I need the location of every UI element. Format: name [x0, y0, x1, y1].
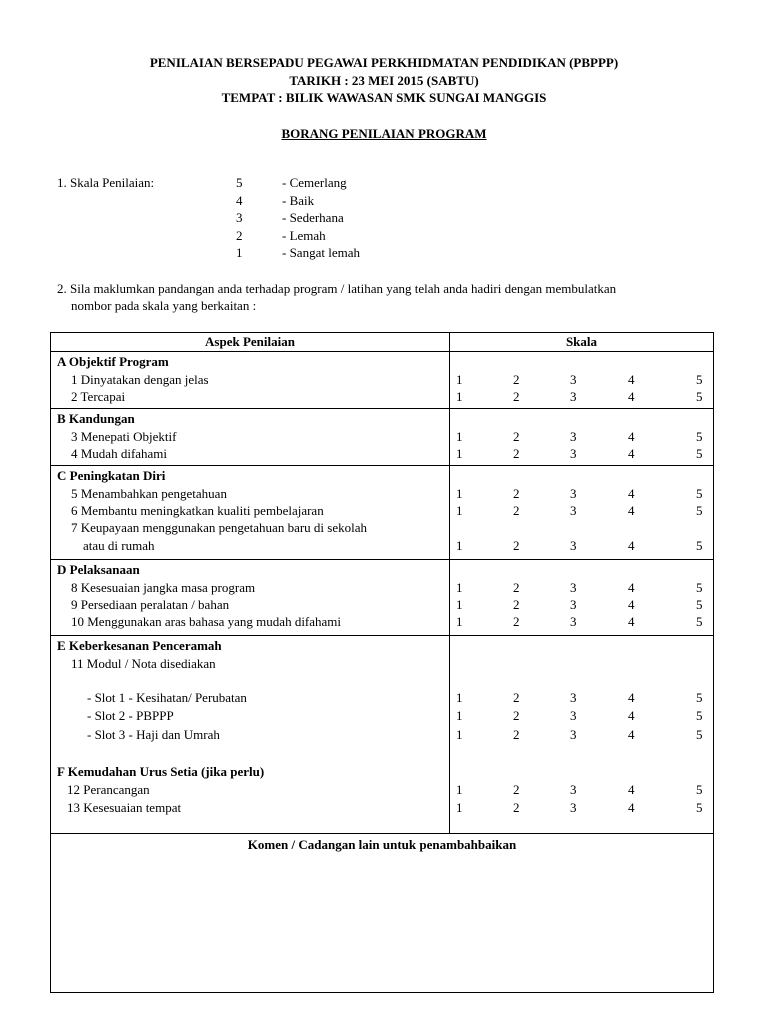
rating-scale-row[interactable] [456, 485, 706, 502]
rating-option-3[interactable]: 3 [570, 690, 577, 705]
rating-option-5[interactable]: 5 [696, 782, 703, 797]
rating-scale-row[interactable] [456, 445, 706, 462]
criterion-label: 8 Kesesuaian jangka masa program [71, 580, 256, 595]
section-title: B Kandungan [57, 411, 135, 426]
scale-number: 5 [236, 175, 243, 190]
rating-option-1[interactable]: 1 [456, 446, 463, 461]
criterion-label: 1 Dinyatakan dengan jelas [71, 372, 209, 387]
rating-option-5[interactable]: 5 [696, 597, 703, 612]
rating-option-4[interactable]: 4 [628, 782, 635, 797]
scale-legend-row [236, 209, 360, 227]
scale-number: 3 [236, 210, 243, 225]
rating-option-1[interactable]: 1 [456, 690, 463, 705]
rating-option-5[interactable]: 5 [696, 446, 703, 461]
criterion-label: 2 Tercapai [71, 389, 126, 404]
document-header [0, 54, 768, 107]
section-title: D Pelaksanaan [57, 562, 140, 577]
criterion-label: 4 Mudah difahami [71, 446, 168, 461]
header-venue: TEMPAT : BILIK WAWASAN SMK SUNGAI MANGGIS [221, 90, 547, 105]
rating-option-3[interactable]: 3 [570, 486, 577, 501]
rating-option-1[interactable]: 1 [456, 782, 463, 797]
scale-legend [236, 174, 360, 262]
criterion-label: 9 Persediaan peralatan / bahan [71, 597, 230, 612]
criterion-label: - Slot 2 - PBPPP [87, 708, 174, 723]
rating-option-1[interactable]: 1 [456, 614, 463, 629]
rating-option-2[interactable]: 2 [513, 580, 520, 595]
criterion-label: 7 Keupayaan menggunakan pengetahuan baru di sekolah [71, 520, 368, 535]
rating-option-1[interactable]: 1 [456, 429, 463, 444]
rating-option-2[interactable]: 2 [513, 486, 520, 501]
rating-option-3[interactable]: 3 [570, 708, 577, 723]
rating-option-4[interactable]: 4 [628, 389, 635, 404]
criterion-label: 3 Menepati Objektif [71, 429, 177, 444]
rating-option-3[interactable]: 3 [570, 614, 577, 629]
rating-option-5[interactable]: 5 [696, 429, 703, 444]
rating-option-5[interactable]: 5 [696, 372, 703, 387]
rating-option-2[interactable]: 2 [513, 800, 520, 815]
scale-description: - Sederhana [282, 210, 344, 225]
rating-scale-row[interactable] [456, 707, 706, 724]
rating-option-3[interactable]: 3 [570, 782, 577, 797]
rating-option-5[interactable]: 5 [696, 800, 703, 815]
rating-scale-row[interactable] [456, 596, 706, 613]
rating-option-2[interactable]: 2 [513, 690, 520, 705]
rating-option-5[interactable]: 5 [696, 614, 703, 629]
instruction-line: nombor pada skala yang berkaitan : [71, 298, 257, 313]
scale-description: - Cemerlang [282, 175, 347, 190]
rating-option-2[interactable]: 2 [513, 782, 520, 797]
criterion-label: 12 Perancangan [67, 782, 150, 797]
instruction-text [57, 280, 717, 314]
rating-option-4[interactable]: 4 [628, 727, 635, 742]
comment-box[interactable] [51, 834, 713, 992]
rating-option-2[interactable]: 2 [513, 372, 520, 387]
rating-option-2[interactable]: 2 [513, 429, 520, 444]
rating-option-4[interactable]: 4 [628, 372, 635, 387]
scale-legend-row [236, 192, 360, 210]
criterion-label: - Slot 1 - Kesihatan/ Perubatan [87, 690, 247, 705]
rating-option-4[interactable]: 4 [628, 597, 635, 612]
rating-option-4[interactable]: 4 [628, 486, 635, 501]
rating-scale-row[interactable] [456, 537, 706, 554]
criterion-label: - Slot 3 - Haji dan Umrah [87, 727, 220, 742]
rating-option-5[interactable]: 5 [696, 389, 703, 404]
rating-option-4[interactable]: 4 [628, 580, 635, 595]
scale-number: 1 [236, 245, 243, 260]
scale-legend-row [236, 174, 360, 192]
section-kandungan [51, 409, 713, 466]
rating-option-3[interactable]: 3 [570, 503, 577, 518]
rating-option-3[interactable]: 3 [570, 389, 577, 404]
rating-option-5[interactable]: 5 [696, 708, 703, 723]
rating-option-2[interactable]: 2 [513, 446, 520, 461]
section-title-urus-setia: F Kemudahan Urus Setia (jika perlu) [57, 764, 265, 779]
rating-option-5[interactable]: 5 [696, 727, 703, 742]
criterion-label: 5 Menambahkan pengetahuan [71, 486, 227, 501]
rating-option-4[interactable]: 4 [628, 538, 635, 553]
rating-option-3[interactable]: 3 [570, 580, 577, 595]
rating-option-4[interactable]: 4 [628, 614, 635, 629]
rating-scale-row[interactable] [456, 579, 706, 596]
section-title: A Objektif Program [57, 354, 169, 369]
rating-scale-row[interactable] [456, 371, 706, 388]
scale-description: - Sangat lemah [282, 245, 360, 260]
column-header-aspek: Aspek Penilaian [205, 334, 295, 349]
rating-option-4[interactable]: 4 [628, 429, 635, 444]
scale-number: 2 [236, 227, 243, 243]
evaluation-table [50, 332, 714, 993]
rating-option-1[interactable]: 1 [456, 486, 463, 501]
scale-legend-row [236, 244, 360, 262]
rating-option-5[interactable]: 5 [696, 538, 703, 553]
rating-scale-row[interactable] [456, 781, 706, 798]
rating-option-2[interactable]: 2 [513, 538, 520, 553]
criterion-label: 10 Menggunakan aras bahasa yang mudah difahami [71, 614, 342, 629]
rating-option-1[interactable]: 1 [456, 727, 463, 742]
rating-option-3[interactable]: 3 [570, 800, 577, 815]
rating-option-4[interactable]: 4 [628, 446, 635, 461]
rating-option-3[interactable]: 3 [570, 446, 577, 461]
rating-option-4[interactable]: 4 [628, 690, 635, 705]
rating-option-3[interactable]: 3 [570, 372, 577, 387]
rating-option-2[interactable]: 2 [513, 389, 520, 404]
rating-option-5[interactable]: 5 [696, 486, 703, 501]
rating-scale-row[interactable] [456, 428, 706, 445]
criterion-label-continued: atau di rumah [83, 538, 155, 553]
rating-option-1[interactable]: 1 [456, 708, 463, 723]
rating-option-2[interactable]: 2 [513, 503, 520, 518]
rating-option-2[interactable]: 2 [513, 708, 520, 723]
rating-scale-row[interactable] [456, 726, 706, 743]
rating-option-1[interactable]: 1 [456, 800, 463, 815]
section-pelaksanaan [51, 560, 713, 636]
rating-scale-row[interactable] [456, 502, 706, 519]
criterion-label: 13 Kesesuaian tempat [67, 800, 182, 815]
scale-legend-row [236, 227, 360, 245]
scale-description: - Lemah [282, 227, 326, 243]
rating-option-4[interactable]: 4 [628, 503, 635, 518]
rating-option-4[interactable]: 4 [628, 708, 635, 723]
rating-option-1[interactable]: 1 [456, 503, 463, 518]
section-title: C Peningkatan Diri [57, 468, 166, 483]
rating-option-1[interactable]: 1 [456, 538, 463, 553]
column-header-skala: Skala [565, 334, 598, 349]
rating-option-2[interactable]: 2 [513, 614, 520, 629]
header-date: TARIKH : 23 MEI 2015 (SABTU) [289, 72, 479, 88]
section-title: E Keberkesanan Penceramah [57, 638, 222, 653]
rating-option-1[interactable]: 1 [456, 597, 463, 612]
rating-option-3[interactable]: 3 [570, 429, 577, 444]
rating-option-5[interactable]: 5 [696, 503, 703, 518]
section-objektif-program [51, 352, 713, 409]
section-peningkatan-diri [51, 466, 713, 560]
rating-option-3[interactable]: 3 [570, 538, 577, 553]
instruction-line: 2. Sila maklumkan pandangan anda terhadap program / latihan yang telah anda hadiri dengan membulatkan [57, 281, 617, 296]
rating-option-1[interactable]: 1 [456, 372, 463, 387]
rating-scale-row[interactable] [456, 799, 706, 816]
rating-option-1[interactable]: 1 [456, 580, 463, 595]
scale-description: - Baik [282, 192, 315, 208]
rating-option-2[interactable]: 2 [513, 597, 520, 612]
rating-scale-row[interactable] [456, 613, 706, 630]
scale-number: 4 [236, 192, 243, 208]
scale-label: 1. Skala Penilaian: [57, 175, 155, 190]
rating-option-3[interactable]: 3 [570, 727, 577, 742]
rating-option-3[interactable]: 3 [570, 597, 577, 612]
rating-option-2[interactable]: 2 [513, 727, 520, 742]
rating-option-5[interactable]: 5 [696, 580, 703, 595]
rating-scale-row[interactable] [456, 689, 706, 706]
rating-option-4[interactable]: 4 [628, 800, 635, 815]
table-header-row [51, 333, 713, 352]
rating-option-1[interactable]: 1 [456, 389, 463, 404]
comment-title: Komen / Cadangan lain untuk penambahbaikan [247, 837, 517, 852]
header-title: PENILAIAN BERSEPADU PEGAWAI PERKHIDMATAN PENDIDIKAN (PBPPP) [149, 55, 619, 70]
section-keberkesanan-penceramah [51, 636, 713, 834]
rating-option-5[interactable]: 5 [696, 690, 703, 705]
rating-scale-row[interactable] [456, 388, 706, 405]
criterion-label: 11 Modul / Nota disediakan [71, 656, 216, 671]
criterion-label: 6 Membantu meningkatkan kualiti pembelajaran [71, 503, 324, 518]
form-title: BORANG PENILAIAN PROGRAM [281, 126, 487, 141]
